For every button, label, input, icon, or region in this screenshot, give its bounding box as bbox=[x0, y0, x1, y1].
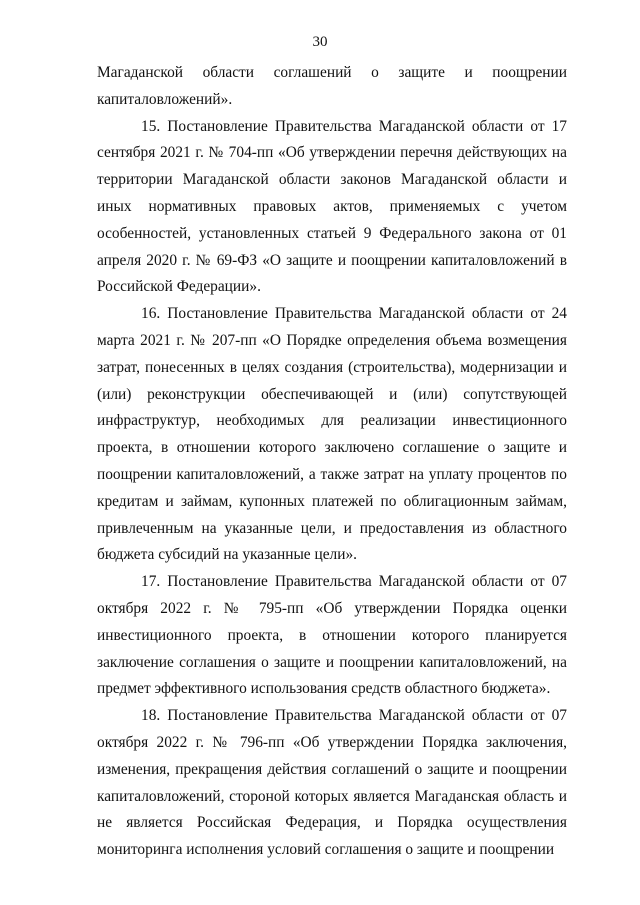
list-item-16: 16. Постановление Правительства Магаданской области от 24 марта 2021 г. № 207-пп «О Порядке определения объема возмещения затрат, понесенных в целях создания (строительства), модернизации и (или) реконструкции обеспечивающей и (или) сопутствующей инфраструктур, необходимых для реализации инвестиционного проекта, в отношении которого заключено соглашение о защите и поощрении капиталовложений, а также затрат на уплату процентов по кредитам и займам, купонных платежей по облигационным займам, привлеченным на указанные цели, и предоставления из областного бюджета субсидий на указанные цели». bbox=[97, 305, 567, 564]
list-item-18: 18. Постановление Правительства Магаданской области от 07 октября 2022 г. № 796-пп «Об утверждении Порядка заключения, изменения, прекращения действия соглашений о защите и поощрении капиталовложений, стороной которых является Магаданская область и не является Российская Федерация, и Порядка осуществления мониторинга исполнения условий соглашения о защите и поощрении bbox=[97, 707, 567, 859]
paragraph-continuation: Магаданской области соглашений о защите и поощрении капиталовложений». bbox=[97, 64, 567, 108]
list-item-15: 15. Постановление Правительства Магаданской области от 17 сентября 2021 г. № 704-пп «Об утверждении перечня действующих на территории Магаданской области законов Магаданской области и иных нормативных правовых актов, применяемых с учетом особенностей, установленных статьей 9 Федерального закона от 01 апреля 2020 г. № 69-ФЗ «О защите и поощрении капиталовложений в Российской Федерации». bbox=[97, 117, 567, 296]
page-number: 30 bbox=[312, 34, 328, 50]
list-item-17: 17. Постановление Правительства Магаданской области от 07 октября 2022 г. № 795-пп «Об утверждении Порядка оценки инвестиционного проекта, в отношении которого планируется заключение соглашения о защите и поощрении капиталовложений, на предмет эффективного использования средств областного бюджета». bbox=[97, 573, 567, 698]
document-body bbox=[97, 60, 567, 864]
